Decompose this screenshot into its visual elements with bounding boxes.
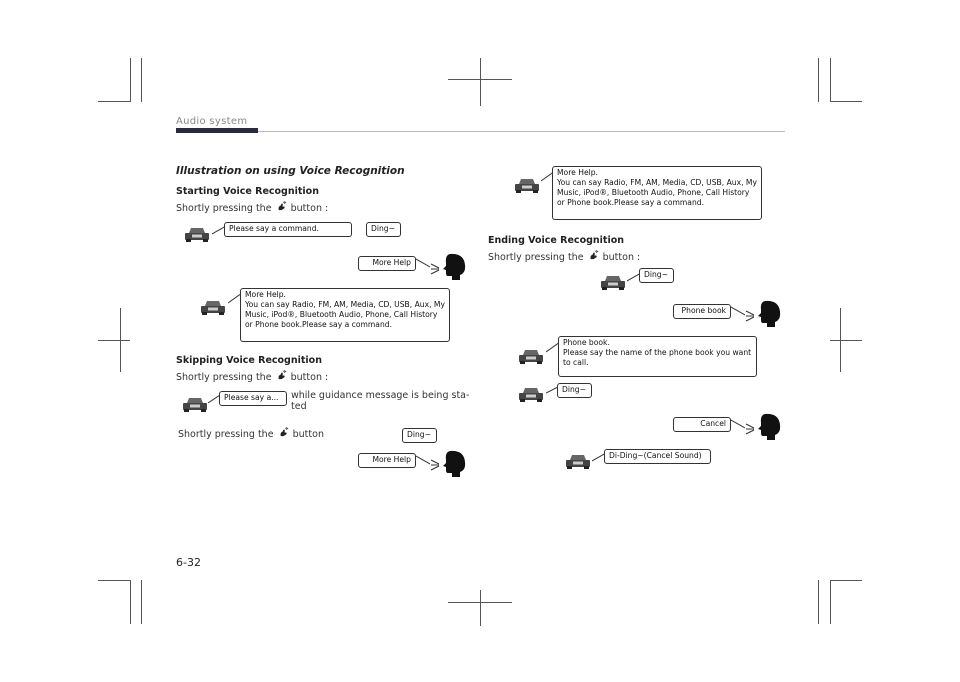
crop-mark xyxy=(141,580,142,624)
car-icon xyxy=(199,298,227,316)
instr-post: button : xyxy=(290,203,329,214)
bubble-phone-book xyxy=(673,304,731,319)
crop-mark xyxy=(98,340,130,341)
instr-pre: Shortly pressing the xyxy=(488,252,584,263)
bubble-text: Phone book xyxy=(681,306,726,315)
crop-mark xyxy=(130,58,131,102)
bubble-ding xyxy=(366,222,401,237)
crop-mark xyxy=(98,101,130,102)
instr-post: button : xyxy=(290,372,329,383)
crop-mark xyxy=(448,79,512,80)
skipping-instruction-2 xyxy=(178,427,324,440)
header-bar xyxy=(176,128,258,133)
bubble-title: Phone book. xyxy=(563,338,610,347)
bubble-text: Ding~ xyxy=(562,385,586,394)
skipping-instruction xyxy=(176,370,328,383)
bubble-ding xyxy=(557,383,592,398)
skipping-heading: Skipping Voice Recognition xyxy=(176,355,322,366)
starting-instruction xyxy=(176,201,328,214)
bubble-tail xyxy=(731,306,745,316)
speaker-head-icon xyxy=(757,300,781,328)
bubble-cancel xyxy=(673,417,731,432)
voice-button-icon xyxy=(276,370,287,381)
crop-mark xyxy=(818,580,819,624)
skipping-side-text: while guidance message is being sta-ted xyxy=(291,390,470,412)
instr-pre: Shortly pressing the xyxy=(176,372,272,383)
page-number: 6-32 xyxy=(176,556,201,569)
bubble-text: Ding~ xyxy=(407,430,431,439)
crop-mark xyxy=(480,590,481,626)
speech-waves-icon xyxy=(430,262,442,276)
crop-mark xyxy=(98,580,130,581)
bubble-ding xyxy=(402,428,437,443)
header-rule xyxy=(258,131,785,132)
speech-waves-icon xyxy=(745,309,757,323)
crop-mark xyxy=(130,580,131,624)
car-icon xyxy=(517,385,545,403)
instr-pre: Shortly pressing the xyxy=(176,203,272,214)
car-icon xyxy=(599,273,627,291)
crop-mark xyxy=(818,58,819,102)
bubble-please-say-short xyxy=(219,391,287,406)
crop-mark xyxy=(830,580,862,581)
car-icon xyxy=(564,452,592,470)
crop-mark xyxy=(141,58,142,102)
crop-mark xyxy=(448,602,512,603)
bubble-title: More Help. xyxy=(557,168,598,177)
bubble-text: Ding~ xyxy=(644,270,668,279)
instr-post: button xyxy=(292,429,324,440)
bubble-text: Ding~ xyxy=(371,224,395,233)
bubble-more-help-detail xyxy=(552,166,762,220)
voice-button-icon xyxy=(276,201,287,212)
bubble-ding xyxy=(639,268,674,283)
crop-mark xyxy=(830,340,862,341)
header-title: Audio system xyxy=(176,116,248,127)
bubble-more-help xyxy=(358,453,416,468)
bubble-tail xyxy=(731,419,745,429)
bubble-cancel-sound xyxy=(604,449,711,464)
car-icon xyxy=(513,176,541,194)
bubble-text: Cancel xyxy=(700,419,726,428)
bubble-text: Please say a command. xyxy=(229,224,319,233)
bubble-phone-book-prompt xyxy=(558,336,757,377)
crop-mark xyxy=(830,101,862,102)
bubble-text: Di-Ding~(Cancel Sound) xyxy=(609,451,702,460)
bubble-text: Please say a... xyxy=(224,393,279,402)
crop-mark xyxy=(480,58,481,106)
bubble-please-say-command xyxy=(224,222,352,237)
car-icon xyxy=(181,395,209,413)
voice-button-icon xyxy=(278,427,289,438)
speaker-head-icon xyxy=(757,413,781,441)
ending-instruction xyxy=(488,250,640,263)
car-icon xyxy=(183,225,211,243)
section-title: Illustration on using Voice Recognition xyxy=(176,165,405,177)
voice-button-icon xyxy=(588,250,599,261)
bubble-more-help-detail xyxy=(240,288,450,342)
bubble-tail xyxy=(416,258,430,268)
bubble-title: More Help. xyxy=(245,290,286,299)
starting-heading: Starting Voice Recognition xyxy=(176,186,319,197)
bubble-text: More Help xyxy=(372,455,411,464)
instr-post: button : xyxy=(602,252,641,263)
crop-mark xyxy=(830,580,831,624)
instr-pre: Shortly pressing the xyxy=(178,429,274,440)
bubble-body: Please say the name of the phone book you want to call. xyxy=(563,348,752,367)
crop-mark xyxy=(830,58,831,102)
speaker-head-icon xyxy=(442,253,466,281)
bubble-body: You can say Radio, FM, AM, Media, CD, USB, Aux, My Music, iPod®, Bluetooth Audio, Phone, Call History or Phone book.Please say a command. xyxy=(557,178,757,207)
speech-waves-icon xyxy=(745,422,757,436)
bubble-more-help xyxy=(358,256,416,271)
bubble-body: You can say Radio, FM, AM, Media, CD, USB, Aux, My Music, iPod®, Bluetooth Audio, Phone, Call History or Phone book.Please say a command. xyxy=(245,300,445,329)
speaker-head-icon xyxy=(442,450,466,478)
speech-waves-icon xyxy=(430,458,442,472)
ending-heading: Ending Voice Recognition xyxy=(488,235,625,246)
bubble-tail xyxy=(416,455,430,465)
bubble-text: More Help xyxy=(372,258,411,267)
car-icon xyxy=(517,347,545,365)
